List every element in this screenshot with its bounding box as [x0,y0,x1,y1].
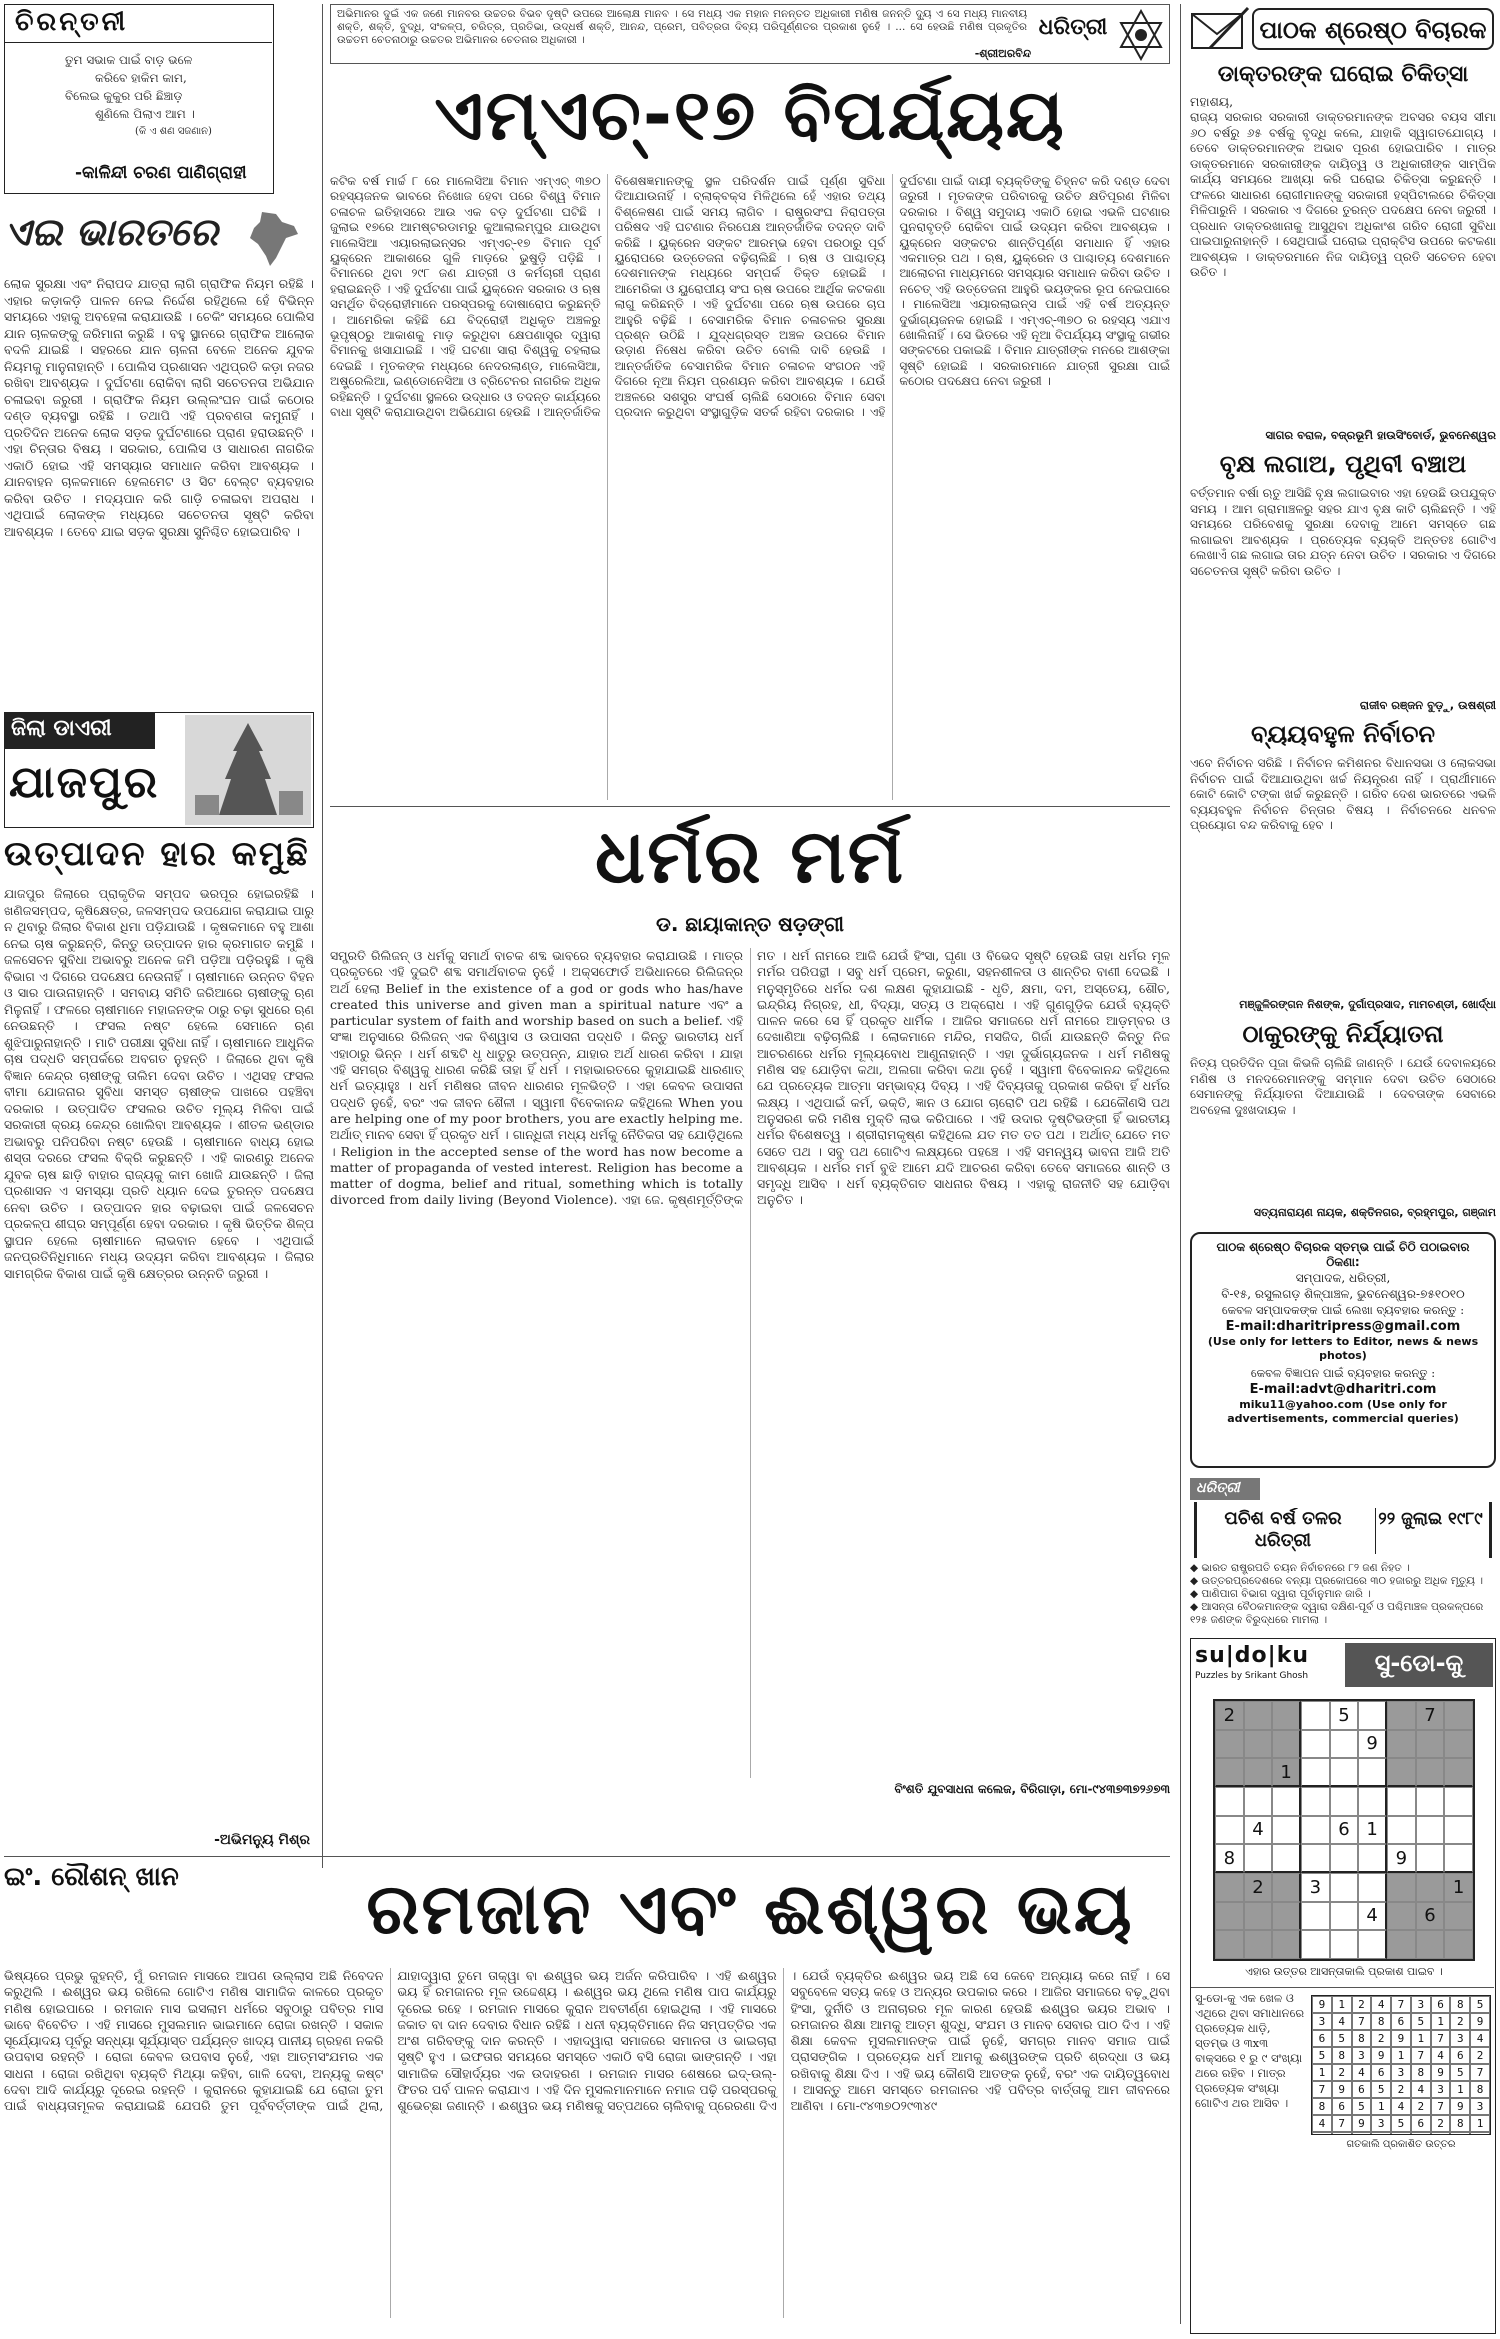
solution-cell: 2 [1332,2064,1352,2081]
solution-cell: 5 [1411,2013,1431,2030]
quote-author: -ଶ୍ରୀଅରବିନ୍ଦ [974,47,1031,60]
sudoku-cell[interactable] [1215,1816,1244,1845]
sudoku-cell[interactable] [1444,1701,1473,1730]
solution-cell: 2 [1391,2081,1411,2098]
quote-text: ଅଭିମାନର ଦୁଇଁ ଏକ ଜଣେ ମାନବର ଉଚ୍ଚତର ବିଭବ ଦୃଷ୍ଟି ଉପରେ ଆଲୋକ୍ଷ ମାନବ । ସେ ମଧ୍ୟ ଏକ ମହାନ ମନନ୍ତତ ଅଧିକାରୀ ମଣିଷ ଜନନ୍ତି ଦ୍ୟୁ ଏ ସେ ମଧ୍ୟ ମାନବୀୟ ଶକ୍ତି, ଶକ୍ତି, ବୁଦ୍ଧି, ସଂକଳ୍ପ, ଚରିତ୍ର, ପ୍ରତିଭା, ଉଦ୍ଧର୍ଷ ଶକ୍ତି, ଆନନ୍ଦ, ପ୍ରେମ, ପବିତ୍ରତା ଦିବ୍ୟ ପରିପୂର୍ଣ୍ଣତର ପ୍ରକାଶ ନୁହେଁ । ... ସେ ହେଉଛି ମଣିଷ ପ୍ରକୃତିର ଉଚ୍ଚତମ ଚେତନାଠାରୁ ଉଚ୍ଚତର ଅଭିମାନର ଚେତନାର ଅଧିକାରୀ । [337,8,1027,46]
solution-cell: 6 [1450,2047,1470,2064]
jilla-label: ଜିଲା ଡାଏରୀ [11,716,112,741]
solution-cell: 1 [1371,2098,1391,2115]
address-line: ବି-୧୫, ରସୁଲଗଡ଼ ଶିଳ୍ପାଞ୍ଚଳ, ଭୁବନେଶ୍ୱର-୭୫୧୦୧୦ [1221,1287,1465,1301]
sudoku-rules: ସୁ-ଡୋ-କୁ ଏକ ଖେଳ ଓ ଏଥିରେ ଥିବା ସମାଧାନରେ ପ୍ରତ୍ୟେକ ଧାଡ଼ି, ସ୍ତମ୍ଭ ଓ ୩x୩ ବାକ୍ସରେ ୧ ରୁ ୯ ସଂଖ୍ୟା ଥରେ ରହିବ । ମାତ୍ର ପ୍ରତ୍ୟେକ ସଂଖ୍ୟା ଗୋଟିଏ ଥର ଆସିବ । [1195,1991,1305,2110]
sudoku-cell[interactable]: 9 [1358,1730,1387,1759]
sudoku-cell[interactable] [1244,1902,1273,1931]
solution-cell: 8 [1411,2064,1431,2081]
solution-cell: 1 [1450,2081,1470,2098]
sudoku-cell[interactable]: 6 [1330,1816,1359,1845]
solution-cell [1391,2132,1411,2135]
solution-cell [1470,2132,1490,2135]
roushan-byline: ଇଂ. ରୌଶନ୍ ଖାନ [4,1862,179,1892]
mh17-body: କଟିକ ବର୍ଷ ମାର୍ଚ୍ଚ ୮ ରେ ମାଲେସିଆ ବିମାନ ଏମ୍‌ଏଚ୍‌ ୩୭୦ ରହସ୍ୟଜନକ ଭାବରେ ନିଖୋଜ ହେବା ପରେ ବିଶ୍ୱ ବିମାନ ଚଳାଚଳ ଇତିହାସରେ ଆଉ ଏକ ବଡ଼ ଦୁର୍ଘଟଣା ଘଟିଛି । ଜୁଲାଇ ୧୭ରେ ଆମଷ୍ଟରଡାମରୁ କୁଆଲାଲମ୍ପୁର ଯାଉଥିବା ମାଲେସିଆ ଏୟାରଲାଇନ୍ସର ଏମ୍‌ଏଚ୍‌-୧୭ ବିମାନ ପୂର୍ବ ୟୁକ୍ରେନ ଆକାଶରେ ଗୁଳି ମାଡ଼ରେ ଭୁଷୁଡ଼ି ପଡ଼ିଛି । ବିମାନରେ ଥିବା ୨୯୮ ଜଣ ଯାତ୍ରୀ ଓ କର୍ମଚାରୀ ପ୍ରାଣ ହରାଇଛନ୍ତି । ଏହି ଦୁର୍ଘଟଣା ପାଇଁ ୟୁକ୍ରେନ ସରକାର ଓ ଋଷ ସମର୍ଥିତ ବିଦ୍ରୋହୀମାନେ ପରସ୍ପରକୁ ଦୋଷାରୋପ କରୁଛନ୍ତି । ଆମେରିକା କହିଛି ଯେ ବିଦ୍ରୋହୀ ଅଧିକୃତ ଅଞ୍ଚଳରୁ ଭୂପୃଷ୍ଠରୁ ଆକାଶକୁ ମାଡ଼ କରୁଥିବା କ୍ଷେପଣାସ୍ତ୍ର ଦ୍ୱାରା ବିମାନକୁ ଖସାଯାଇଛି । ଏହି ଘଟଣା ସାରା ବିଶ୍ୱକୁ ଚହଲାଇ ଦେଇଛି । ମୃତକଙ୍କ ମଧ୍ୟରେ ନେଦରଲାଣ୍ଡ, ମାଲେସିଆ, ଅଷ୍ଟ୍ରେଲିଆ, ଇଣ୍ଡୋନେସିଆ ଓ ବ୍ରିଟେନର ନାଗରିକ ଅଧିକ ରହିଛନ୍ତି । ଦୁର୍ଘଟଣା ସ୍ଥଳରେ ଉଦ୍ଧାର ଓ ତଦନ୍ତ କାର୍ଯ୍ୟରେ ବାଧା ସୃଷ୍ଟି କରାଯାଉଥିବା ଅଭିଯୋଗ ହେଉଛି । ଆନ୍ତର୍ଜାତିକ ବିଶେଷଜ୍ଞମାନଙ୍କୁ ସ୍ଥଳ ପରିଦର୍ଶନ ପାଇଁ ପୂର୍ଣ୍ଣ ସୁବିଧା ଦିଆଯାଉନାହିଁ । ବ୍ଲାକ୍‌ବକ୍ସ ମିଳିଥିଲେ ହେଁ ଏହାର ତଥ୍ୟ ବିଶ୍ଳେଷଣ ପାଇଁ ସମୟ ଲାଗିବ । ରାଷ୍ଟ୍ରସଂଘ ନିରାପତ୍ତା ପରିଷଦ ଏହି ଘଟଣାର ନିରପେକ୍ଷ ଆନ୍ତର୍ଜାତିକ ତଦନ୍ତ ଦାବି କରିଛି । ୟୁକ୍ରେନ ସଙ୍କଟ ଆରମ୍ଭ ହେବା ପରଠାରୁ ପୂର୍ବ ୟୁରୋପରେ ଉତ୍ତେଜନା ବଢ଼ିଚାଲିଛି । ଋଷ ଓ ପାଶ୍ଚାତ୍ୟ ଦେଶମାନଙ୍କ ମଧ୍ୟରେ ସମ୍ପର୍କ ତିକ୍ତ ହୋଇଛି । ଆମେରିକା ଓ ୟୁରୋପୀୟ ସଂଘ ଋଷ ଉପରେ ଆର୍ଥିକ କଟକଣା ଲାଗୁ କରିଛନ୍ତି । ଏହି ଦୁର୍ଘଟଣା ପରେ ଋଷ ଉପରେ ଚାପ ଆହୁରି ବଢ଼ିଛି । ବେସାମରିକ ବିମାନ ଚଳାଚଳର ସୁରକ୍ଷା ପ୍ରଶ୍ନ ଉଠିଛି । ଯୁଦ୍ଧଗ୍ରସ୍ତ ଅଞ୍ଚଳ ଉପରେ ବିମାନ ଉଡ଼ାଣ ନିଷେଧ କରିବା ଉଚିତ ବୋଲି ଦାବି ହେଉଛି । ଆନ୍ତର୍ଜାତିକ ବେସାମରିକ ବିମାନ ଚଳାଚଳ ସଂଗଠନ ଏହି ଦିଗରେ ନୂଆ ନିୟମ ପ୍ରଣୟନ କରିବା ଆବଶ୍ୟକ । ଯେଉଁ ଅଞ୍ଚଳରେ ସଶସ୍ତ୍ର ସଂଘର୍ଷ ଚାଲିଛି ସେଠାରେ ବିମାନ ସେବା ପ୍ରଦାନ କରୁଥିବା ସଂସ୍ଥାଗୁଡ଼ିକ ସତର୍କ ରହିବା ଦରକାର । ଏହି ଦୁର୍ଘଟଣା ପାଇଁ ଦାୟୀ ବ୍ୟକ୍ତିଙ୍କୁ ଚିହ୍ନଟ କରି ଦଣ୍ଡ ଦେବା ଜରୁରୀ । ମୃତକଙ୍କ ପରିବାରକୁ ଉଚିତ କ୍ଷତିପୂରଣ ମିଳିବା ଦରକାର । ବିଶ୍ୱ ସମୁଦାୟ ଏକାଠି ହୋଇ ଏଭଳି ଘଟଣାର ପୁନରାବୃତ୍ତି ରୋକିବା ପାଇଁ ଉଦ୍ୟମ କରିବା ଆବଶ୍ୟକ । ୟୁକ୍ରେନ ସଙ୍କଟର ଶାନ୍ତିପୂର୍ଣ୍ଣ ସମାଧାନ ହିଁ ଏହାର ଏକମାତ୍ର ପଥ । ଋଷ, ୟୁକ୍ରେନ ଓ ପାଶ୍ଚାତ୍ୟ ଦେଶମାନେ ଆଲୋଚନା ମାଧ୍ୟମରେ ସମସ୍ୟାର ସମାଧାନ କରିବା ଉଚିତ । ନଚେତ୍ ଏହି ଉତ୍ତେଜନା ଆହୁରି ଭୟଙ୍କର ରୂପ ନେଇପାରେ । ମାଲେସିଆ ଏୟାରଲାଇନ୍ସ ପାଇଁ ଏହି ବର୍ଷ ଅତ୍ୟନ୍ତ ଦୁର୍ଭାଗ୍ୟଜନକ ହୋଇଛି । ଏମ୍‌ଏଚ୍‌-୩୭୦ ର ରହସ୍ୟ ଏଯାଏ ଖୋଲିନାହିଁ । ସେ ଭିତରେ ଏହି ନୂଆ ବିପର୍ଯ୍ୟୟ ସଂସ୍ଥାକୁ ଗଭୀର ସଙ୍କଟରେ ପକାଇଛି । ବିମାନ ଯାତ୍ରୀଙ୍କ ମନରେ ଆଶଙ୍କା ସୃଷ୍ଟି ହୋଇଛି । ସରକାରମାନେ ଯାତ୍ରୀ ସୁରକ୍ଷା ପାଇଁ କଠୋର ପଦକ୍ଷେପ ନେବା ଜରୁରୀ । [330,174,1170,420]
sudoku-logo-area [1195,1643,1341,1687]
solution-cell: 7 [1391,1996,1411,2013]
solution-cell: 7 [1411,2047,1431,2064]
letter-sign: ସାଗର ବରାଳ, ବଜ୍ରଭୂମି ହାଉସିଂବୋର୍ଡ, ଭୁବନେଶ୍ୱର [1265,428,1496,442]
sudoku-cell[interactable] [1244,1701,1273,1730]
poem-source: (କି ଏ ଶଣ ସଜଣାନ) [135,126,212,137]
chirantani-header [5,5,272,43]
silver-item: ◆ ଉତ୍ତରପ୍ରଦେଶରେ ବନ୍ୟା ପ୍ରକୋପରେ ୩୦ ହଜାରରୁ ଅଧିକ ମୃତ୍ୟୁ । [1190,1575,1483,1587]
solution-cell: 6 [1352,2081,1372,2098]
solution-cell: 5 [1352,2098,1372,2115]
sudoku-cell[interactable] [1444,1787,1473,1816]
advt-email-link[interactable]: E-mail:advt@dharitri.com [1249,1382,1437,1397]
sudoku-grid[interactable] [1213,1699,1475,1961]
solution-cell: 4 [1431,2047,1451,2064]
solution-cell: 1 [1312,2064,1332,2081]
silver-item: ◆ ଭାରତ ରାଷ୍ଟ୍ରପତି ଚୟନ ନିର୍ବାଚନରେ ୮୨ ଜଣ ନିହତ । [1190,1562,1410,1574]
poem-line: କରିବେ ହାକିମ କାମ, [95,71,187,85]
poem-line: ଶୁଣିଲେ ପିଲାଏ ଆମ । [95,107,195,121]
sudoku-cell[interactable] [1301,1930,1330,1959]
utpadan-body: ଯାଜପୁର ଜିଲାରେ ପ୍ରାକୃତିକ ସମ୍ପଦ ଭରପୂର ହୋଇରହିଛି । ଖଣିଜସମ୍ପଦ, କୃଷିକ୍ଷେତ୍ର, ଜଳସମ୍ପଦ ଉପଯୋଗ କରାଯାଇ ପାରୁ ନ ଥିବାରୁ ଜିଲାର ବିକାଶ ଧିମା ପଡ଼ିଯାଉଛି । କୃଷକମାନେ ବହୁ ଆଶା ନେଇ ଚାଷ କରୁଛନ୍ତି, କିନ୍ତୁ ଉତ୍ପାଦନ ହାର କ୍ରମାଗତ କମୁଛି । ଜଳସେଚନ ସୁବିଧା ଅଭାବରୁ ଅନେକ ଜମି ପଡ଼ିଆ ପଡ଼ିରହୁଛି । କୃଷି ବିଭାଗ ଏ ଦିଗରେ ପଦକ୍ଷେପ ନେଉନାହିଁ । ଚାଷୀମାନେ ଉନ୍ନତ ବିହନ ଓ ସାର ପାଉନାହାନ୍ତି । ସମବାୟ ସମିତି ଜରିଆରେ ଚାଷୀଙ୍କୁ ଋଣ ମିଳୁନାହିଁ । ଫଳରେ ଚାଷୀମାନେ ମହାଜନଙ୍କ ଠାରୁ ଚଢ଼ା ସୁଧରେ ଋଣ ନେଉଛନ୍ତି । ଫସଲ ନଷ୍ଟ ହେଲେ ସେମାନେ ଋଣ ଶୁଝିପାରୁନାହାନ୍ତି । ମାଟି ପରୀକ୍ଷା ସୁବିଧା ନାହିଁ । ଚାଷୀମାନେ ଆଧୁନିକ ଚାଷ ପଦ୍ଧତି ସମ୍ପର୍କରେ ଅବଗତ ନୁହନ୍ତି । ଜିଲାରେ ଥିବା କୃଷି ବିଜ୍ଞାନ କେନ୍ଦ୍ର ଚାଷୀଙ୍କୁ ତାଲିମ ଦେବା ଉଚିତ । ଏଥିସହ ଫସଲ ବୀମା ଯୋଜନାର ସୁବିଧା ସମସ୍ତ ଚାଷୀଙ୍କ ପାଖରେ ପହଞ୍ଚିବା ଦରକାର । ଉତ୍ପାଦିତ ଫସଲର ଉଚିତ ମୂଲ୍ୟ ମିଳିବା ପାଇଁ ସରକାରୀ କ୍ରୟ କେନ୍ଦ୍ର ଖୋଲିବା ଆବଶ୍ୟକ । ଶୀତଳ ଭଣ୍ଡାର ଅଭାବରୁ ପନିପରିବା ନଷ୍ଟ ହେଉଛି । ଚାଷୀମାନେ ବାଧ୍ୟ ହୋଇ ଶସ୍ତା ଦରରେ ଫସଲ ବିକ୍ରି କରୁଛନ୍ତି । ଏହି କାରଣରୁ ଅନେକ ଯୁବକ ଚାଷ ଛାଡ଼ି ବାହାର ରାଜ୍ୟକୁ କାମ ଖୋଜି ଯାଉଛନ୍ତି । ଜିଲା ପ୍ରଶାସନ ଏ ସମସ୍ୟା ପ୍ରତି ଧ୍ୟାନ ଦେଇ ତୁରନ୍ତ ପଦକ୍ଷେପ ନେବା ଉଚିତ । ଉତ୍ପାଦନ ହାର ବଢ଼ାଇବା ପାଇଁ ଜଳସେଚନ ପ୍ରକଳ୍ପ ଶୀଘ୍ର ସମ୍ପୂର୍ଣ୍ଣ ହେବା ଦରକାର । କୃଷି ଭିତ୍ତିକ ଶିଳ୍ପ ସ୍ଥାପନ ହେଲେ ଚାଷୀମାନେ ଲାଭବାନ ହେବେ । ଏଥିପାଇଁ ଜନପ୍ରତିନିଧିମାନେ ମଧ୍ୟ ଉଦ୍ୟମ କରିବା ଆବଶ୍ୟକ । ଜିଲାର ସାମଗ୍ରିକ ବିକାଶ ପାଇଁ କୃଷି କ୍ଷେତ୍ରର ଉନ୍ନତି ଜରୁରୀ । [4,886,314,1281]
sudoku-rule [1191,1987,1494,1988]
poem-line: ତୁମ ସଭାକ ପାଇଁ ବାଡ଼ ଭଳେ [65,53,193,67]
sudoku-cell[interactable] [1330,1844,1359,1873]
solution-cell [1411,2132,1431,2135]
solution-cell: 7 [1352,2013,1372,2030]
solution-cell: 2 [1352,1996,1372,2013]
ramjan-title: ରମଜାନ ଏବଂ ଈଶ୍ୱର ଭୟ [366,1868,1134,1950]
sudoku-cell[interactable]: 4 [1358,1902,1387,1931]
sudoku-cell[interactable] [1301,1758,1330,1787]
utpadan-title: ଉତ୍ପାଦନ ହାର କମୁଛି [4,834,310,874]
solution-cell: 9 [1312,1996,1332,2013]
letter-body: ନିତ୍ୟ ପ୍ରତିଦିନ ପୂଜା କିଭଳି ଚାଲିଛି ଜାଣନ୍ତି । ଯେଉଁ ଦେବାଳୟରେ ମଣିଷ ଓ ମନଦରେମାନଙ୍କୁ ସମ୍ମାନ ଦେବା ଉଚିତ ସେଠାରେ ସେମାନଙ୍କୁ ନିର୍ଯ୍ୟାତନା ଦିଆଯାଉଛି । ଦେବତାଙ୍କ ସେବାରେ ଅବହେଳା ଦୁଃଖଦାୟକ । [1190,1056,1496,1117]
ad-note: କେବଳ ବିଜ୍ଞାପନ ପାଇଁ ବ୍ୟବହାର କରନ୍ତୁ : [1250,1366,1436,1380]
sudoku-cell[interactable]: 3 [1301,1873,1330,1902]
sudoku-cell[interactable]: 8 [1215,1844,1244,1873]
jilla-district: ଯାଜପୁର [9,757,160,808]
solution-cell: 9 [1450,2098,1470,2115]
letter-title: ବୃକ୍ଷ ଲଗାଅ, ପୃଥିବୀ ବଞ୍ଚାଅ [1219,450,1467,478]
letter-title: ଡାକ୍ତରଙ୍କ ଘରୋଇ ଚିକିତ୍ସା [1217,62,1469,87]
diamond-bullet-icon: ◆ [1190,1588,1202,1600]
sudoku-cell[interactable] [1215,1730,1244,1759]
sudoku-cell[interactable] [1215,1930,1244,1959]
solution-cell: 5 [1332,2030,1352,2047]
sudoku-cell[interactable] [1416,1787,1445,1816]
sudoku-cell[interactable] [1330,1730,1359,1759]
sudoku-cell[interactable]: 2 [1244,1873,1273,1902]
solution-cell: 7 [1312,2081,1332,2098]
mh17-title: ଏମ୍‌ଏଚ୍‌-୧୭ ବିପର୍ଯ୍ୟୟ [434,74,1066,156]
sudoku-cell[interactable] [1330,1930,1359,1959]
solution-cell: 9 [1391,2030,1411,2047]
sudoku-cell[interactable] [1215,1758,1244,1787]
jilla-diary-box [4,712,314,828]
letter-title: ଠାକୁରଙ୍କୁ ନିର୍ଯ୍ୟାତନା [1242,1020,1444,1048]
sudoku-cell[interactable] [1244,1844,1273,1873]
sudoku-cell[interactable] [1272,1730,1301,1759]
address-title: ପାଠକ ଶ୍ରେଷ୍ଠ ବିଚାରକ ସ୍ତମ୍ଭ ପାଇଁ ଚିଠି ପଠାଇବାର ଠିକଣା: [1216,1240,1470,1269]
sudoku-cell[interactable] [1301,1902,1330,1931]
solution-cell: 2 [1431,2115,1451,2132]
sudoku-cell[interactable] [1387,1816,1416,1845]
sudoku-cell[interactable] [1330,1787,1359,1816]
sudoku-cell[interactable] [1272,1902,1301,1931]
solution-cell: 9 [1470,2013,1490,2030]
solution-cell: 9 [1371,2047,1391,2064]
sudoku-by: Puzzles by Srikant Ghosh [1195,1671,1309,1681]
jilla-label-bg [5,713,155,749]
section-rule [4,1856,1170,1857]
sudoku-cell[interactable] [1244,1787,1273,1816]
solution-cell [1371,2132,1391,2135]
solution-cell: 8 [1312,2098,1332,2115]
solution-cell: 1 [1431,2013,1451,2030]
solution-cell: 2 [1450,2013,1470,2030]
quote-box [330,4,1170,64]
sudoku-answer-note: ଏହାର ଉତ୍ତର ଆସନ୍ତାକାଲି ପ୍ରକାଶ ପାଇବ । [1245,1965,1443,1978]
dharma-title: ଧର୍ମର ମର୍ମ [594,814,905,900]
solution-cell: 8 [1450,2115,1470,2132]
sudoku-cell[interactable] [1358,1787,1387,1816]
solution-cell: 5 [1470,1996,1490,2013]
sudoku-cell[interactable] [1272,1787,1301,1816]
sudoku-cell[interactable] [1387,1758,1416,1787]
ejbharat-title: ଏଇ ଭାରତରେ [4,210,218,254]
silver-box [1190,1478,1496,1628]
solution-cell: 4 [1411,2081,1431,2098]
solution-cell: 2 [1371,2030,1391,2047]
chirantani-poet: -କାଳିନ୍ଦୀ ଚରଣ ପାଣିଗ୍ରାହୀ [75,163,247,183]
sudoku-cell[interactable] [1301,1844,1330,1873]
sudoku-cell[interactable] [1358,1701,1387,1730]
sudoku-cell[interactable] [1272,1930,1301,1959]
solution-cell [1312,2132,1332,2135]
sudoku-cell[interactable]: 9 [1387,1844,1416,1873]
silver-brand: ଧରିତ୍ରୀ [1196,1480,1240,1496]
solution-cell: 6 [1411,2115,1431,2132]
solution-cell: 8 [1470,2081,1490,2098]
sudoku-cell[interactable] [1387,1701,1416,1730]
chirantani-title: ଚିରନ୍ତନୀ [15,7,129,37]
address-line: ସମ୍ପାଦକ, ଧରିତ୍ରୀ, [1295,1271,1391,1285]
letter-sign: ରାଜୀବ ରଞ୍ଜନ ବୁଡ଼ୁ, ଉଷଶ୍ରୀ [1359,698,1496,712]
sudoku-cell[interactable] [1301,1787,1330,1816]
sudoku-cell[interactable] [1416,1844,1445,1873]
solution-cell: 7 [1332,2115,1352,2132]
pathaka-title: ପାଠକ ଶ୍ରେଷ୍ଠ ବିଚାରକ [1259,16,1487,44]
sudoku-cell[interactable] [1387,1930,1416,1959]
sudoku-box [1190,1638,1496,2334]
solution-cell: 6 [1332,2098,1352,2115]
silver-item: ◆ ଆସନ୍ତା ବୈଠକମାନଙ୍କ ଦ୍ୱାରା ଦକ୍ଷିଣ-ପୂର୍ବ ଓ ପଶ୍ଚିମାଞ୍ଚଳ ପ୍ରକଳ୍ପରେ ୧୨୫ ଜଣଙ୍କ ବିରୁଦ୍ଧରେ ମାମଲା । [1190,1601,1484,1626]
sudoku-logo: su|do|ku [1195,1643,1309,1668]
utpadan-author: -ଅଭିମନ୍ୟୁ ମିଶ୍ର [214,1832,310,1848]
sudoku-cell[interactable] [1244,1730,1273,1759]
chirantani-box [4,4,274,194]
india-map-icon [242,210,302,268]
solution-cell: 7 [1431,2098,1451,2115]
temple-photo-icon [185,715,311,825]
email-note: କେବଳ ସମ୍ପାଦକଙ୍କ ପାଇଁ ଲେଖା ବ୍ୟବହାର କରନ୍ତୁ : [1221,1303,1465,1317]
sudoku-cell[interactable] [1272,1816,1301,1845]
solution-cell: 8 [1450,1996,1470,2013]
solution-cell: 3 [1391,2064,1411,2081]
sudoku-cell[interactable] [1330,1873,1359,1902]
sudoku-cell[interactable] [1444,1902,1473,1931]
solution-cell: 3 [1352,2047,1372,2064]
sudoku-cell[interactable] [1330,1902,1359,1931]
solution-cell: 8 [1332,2047,1352,2064]
solution-cell [1352,2132,1372,2135]
sudoku-cell[interactable]: 1 [1358,1816,1387,1845]
solution-cell: 3 [1470,2098,1490,2115]
solution-cell: 6 [1431,1996,1451,2013]
solution-cell: 1 [1391,2047,1411,2064]
solution-cell: 3 [1411,1996,1431,2013]
sudoku-cell[interactable] [1215,1873,1244,1902]
solution-cell: 2 [1470,2047,1490,2064]
dharma-body: ସମ୍ପ୍ରତି ରିଲିଜନ୍ ଓ ଧର୍ମକୁ ସମାର୍ଥ ବାଚକ ଶବ୍ଦ ଭାବରେ ବ୍ୟବହାର କରାଯାଉଛି । ମାତ୍ର ପ୍ରକୃତରେ ଏହି ଦୁଇଟି ଶବ୍ଦ ସମାର୍ଥବାଚକ ନୁହେଁ । ଅକ୍ସଫୋର୍ଡ ଅଭିଧାନରେ ରିଲିଜନ୍‌ର ଅର୍ଥ ହେଲା Belief in the existence of a god or gods who has/have created this universe and given man a spiritual nature ଏବଂ a particular system of faith and worship based on such a belief. ଏହି ସଂଜ୍ଞା ଅନୁସାରେ ରିଲିଜନ୍ ଏକ ବିଶ୍ୱାସ ଓ ଉପାସନା ପଦ୍ଧତି । କିନ୍ତୁ ଭାରତୀୟ ଧର୍ମ ଏହାଠାରୁ ଭିନ୍ନ । ଧର୍ମ ଶବ୍ଦଟି ଧୃ ଧାତୁରୁ ଉତ୍ପନ୍ନ, ଯାହାର ଅର୍ଥ ଧାରଣ କରିବା । ଯାହା ଏହି ସମଗ୍ର ବିଶ୍ୱକୁ ଧାରଣ କରିଛି ତାହା ହିଁ ଧର୍ମ । ମହାଭାରତରେ କୁହାଯାଇଛି ଧାରଣାତ୍ ଧର୍ମ ଇତ୍ୟାହୁଃ । ଧର୍ମ ମଣିଷର ଜୀବନ ଧାରଣର ମୂଳଭିତ୍ତି । ଏହା କେବଳ ଉପାସନା ପଦ୍ଧତି ନୁହେଁ, ବରଂ ଏକ ଜୀବନ ଶୈଳୀ । ସ୍ୱାମୀ ବିବେକାନନ୍ଦ କହିଥିଲେ When you are helping one of my poor brothers, you are exactly helping me. ଅର୍ଥାତ୍ ମାନବ ସେବା ହିଁ ପ୍ରକୃତ ଧର୍ମ । ଗାନ୍ଧିଜୀ ମଧ୍ୟ ଧର୍ମକୁ ନୈତିକତା ସହ ଯୋଡ଼ିଥିଲେ । Religion in the accepted sense of the word has now become a matter of propaganda of vested interest. Religion has become a matter of dogma, belief and ritual, something which is totally divorced from daily living (Beyond Violence). ଏହା ଜେ. କୃଷ୍ଣମୂର୍ତ୍ତିଙ୍କ ମତ । ଧର୍ମ ନାମରେ ଆଜି ଯେଉଁ ହିଂସା, ଘୃଣା ଓ ବିଭେଦ ସୃଷ୍ଟି ହେଉଛି ତାହା ଧର୍ମର ମୂଳ ମର୍ମର ପରିପନ୍ଥୀ । ସବୁ ଧର୍ମ ପ୍ରେମ, କରୁଣା, ସହନଶୀଳତା ଓ ଶାନ୍ତିର ବାଣୀ ଦେଇଛି । ମନୁସ୍ମୃତିରେ ଧର୍ମର ଦଶ ଲକ୍ଷଣ କୁହାଯାଇଛି - ଧୃତି, କ୍ଷମା, ଦମ, ଅସ୍ତେୟ, ଶୌଚ, ଇନ୍ଦ୍ରିୟ ନିଗ୍ରହ, ଧୀ, ବିଦ୍ୟା, ସତ୍ୟ ଓ ଅକ୍ରୋଧ । ଏହି ଗୁଣଗୁଡ଼ିକ ଯେଉଁ ବ୍ୟକ୍ତି ପାଳନ କରେ ସେ ହିଁ ପ୍ରକୃତ ଧାର୍ମିକ । ଆଜିର ସମାଜରେ ଧର୍ମ ନାମରେ ଆଡ଼ମ୍ବର ଓ ଦେଖାଣିଆ ବଢ଼ିଚାଲିଛି । ଲୋକମାନେ ମନ୍ଦିର, ମସଜିଦ, ଗିର୍ଜା ଯାଉଛନ୍ତି କିନ୍ତୁ ନିଜ ଆଚରଣରେ ଧର୍ମର ମୂଲ୍ୟବୋଧ ଆଣୁନାହାନ୍ତି । ଏହା ଦୁର୍ଭାଗ୍ୟଜନକ । ଧର୍ମ ମଣିଷକୁ ମଣିଷ ସହ ଯୋଡ଼ିବା କଥା, ଅଲଗା କରିବା କଥା ନୁହେଁ । ସ୍ୱାମୀ ବିବେକାନନ୍ଦ କହିଥିଲେ ଯେ ପ୍ରତ୍ୟେକ ଆତ୍ମା ସମ୍ଭାବ୍ୟ ଦିବ୍ୟ । ଏହି ଦିବ୍ୟତାକୁ ପ୍ରକାଶ କରିବା ହିଁ ଧର୍ମର ଲକ୍ଷ୍ୟ । ଏଥିପାଇଁ କର୍ମ, ଭକ୍ତି, ଜ୍ଞାନ ଓ ଯୋଗ ଚାରୋଟି ପଥ ରହିଛି । ଯେକୌଣସି ପଥ ଅନୁସରଣ କରି ମଣିଷ ମୁକ୍ତି ଲାଭ କରିପାରେ । ଏହି ଉଦାର ଦୃଷ୍ଟିଭଙ୍ଗୀ ହିଁ ଭାରତୀୟ ଧର୍ମର ବିଶେଷତ୍ୱ । ଶ୍ରୀରାମକୃଷ୍ଣ କହିଥିଲେ ଯତ ମତ ତତ ପଥ । ଅର୍ଥାତ୍ ଯେତେ ମତ ସେତେ ପଥ । ସବୁ ପଥ ଗୋଟିଏ ଲକ୍ଷ୍ୟରେ ପହଞ୍ଚେ । ଏହି ସମନ୍ୱୟ ଭାବନା ଆଜି ଅତି ଆବଶ୍ୟକ । ଧର୍ମର ମର୍ମ ବୁଝି ଆମେ ଯଦି ଆଚରଣ କରିବା ତେବେ ସମାଜରେ ଶାନ୍ତି ଓ ସମୃଦ୍ଧି ଆସିବ । ଧର୍ମ ବ୍ୟକ୍ତିଗତ ସାଧନାର ବିଷୟ । ଏହାକୁ ରାଜନୀତି ସହ ଯୋଡ଼ିବା ଅନୁଚିତ । [330,948,1170,1208]
address-box [1190,1232,1496,1468]
silver-date: ୨୨ ଜୁଲାଇ ୧୯୮୯ [1375,1508,1485,1554]
sudoku-cell[interactable] [1416,1816,1445,1845]
sudoku-cell[interactable] [1272,1844,1301,1873]
solution-cell: 3 [1431,2081,1451,2098]
sudoku-cell[interactable] [1301,1701,1330,1730]
sudoku-cell[interactable]: 6 [1416,1902,1445,1931]
letter-title: ବ୍ୟୟବହୁଳ ନିର୍ବାଚନ [1251,720,1435,748]
sudoku-cell[interactable] [1444,1816,1473,1845]
ejbharat-header [4,210,304,270]
poem-line: ବିଲେଇ କୁକୁର ପରି ଛିଞ୍ଚାଡ଼ [65,89,183,103]
solution-cell: 9 [1332,2081,1352,2098]
dharma-author: ଡ. ଛାୟାକାନ୍ତ ଷଡ଼ଙ୍ଗୀ [656,912,844,936]
solution-cell: 6 [1371,2064,1391,2081]
solution-cell: 3 [1312,2013,1332,2030]
solution-cell: 9 [1352,2115,1372,2132]
sudoku-cell[interactable] [1215,1787,1244,1816]
letter-salutation: ମହାଶୟ, [1190,94,1234,109]
email-usage-note: (Use only for letters to Editor, news & news photos) [1207,1335,1479,1362]
advt-email-link-2[interactable]: miku11@yahoo.com (Use only for advertisements, commercial queries) [1227,1398,1459,1425]
solution-cell: 8 [1352,2030,1372,2047]
sudoku-cell[interactable] [1358,1930,1387,1959]
sudoku-title: ସୁ-ଡୋ-କୁ [1374,1649,1464,1677]
solution-cell: 1 [1411,2030,1431,2047]
sudoku-cell[interactable] [1272,1873,1301,1902]
solution-cell: 7 [1431,2030,1451,2047]
solution-cell: 6 [1391,2013,1411,2030]
sudoku-cell[interactable]: 2 [1215,1701,1244,1730]
sudoku-solution-grid [1311,1995,1491,2135]
sudoku-cell[interactable] [1387,1873,1416,1902]
star-emblem-icon [1117,9,1165,61]
sudoku-cell[interactable] [1387,1902,1416,1931]
sudoku-cell[interactable]: 1 [1272,1758,1301,1787]
silver-caption: ପଚିଶ ବର୍ଷ ତଳର ଧରିତ୍ରୀ [1224,1508,1342,1551]
dharitri-logo: ଧରିତ୍ରୀ [1038,15,1108,40]
sudoku-cell[interactable] [1358,1758,1387,1787]
dharma-footer: ବିଂଶତି ଯୁବସାଧନା କଲେଜ, ବିରିଗାଡ଼ା, ମୋ-୯୪୩୭୩୭୨୬୭୩ [894,1782,1170,1796]
letter-sign: ସତ୍ୟନାରାୟଣ ନାୟକ, ଶକ୍ତିନଗର, ବ୍ରହ୍ମପୁର, ଗଞ୍ଜାମ [1253,1206,1496,1219]
solution-cell: 4 [1352,2064,1372,2081]
solution-cell: 4 [1470,2030,1490,2047]
sudoku-cell[interactable] [1416,1873,1445,1902]
solution-cell: 5 [1450,2064,1470,2081]
solution-cell: 5 [1371,2081,1391,2098]
solution-cell [1332,2132,1352,2135]
silver-item: ◆ ପାଣିପାଗ ବିଭାଗ ଦ୍ୱାରା ପୂର୍ବାନୁମାନ ଜାରି । [1190,1588,1371,1600]
envelope-pen-icon [1190,4,1250,54]
diamond-bullet-icon: ◆ [1190,1562,1202,1574]
sudoku-title-bg [1345,1643,1493,1687]
solution-cell: 4 [1391,2098,1411,2115]
pathaka-header [1190,4,1496,56]
solution-cell [1450,2132,1470,2135]
solution-cell [1431,2132,1451,2135]
column-rule [322,4,323,1868]
solution-caption: ଗତକାଲି ପ୍ରକାଶିତ ଉତ୍ତର [1346,2139,1456,2150]
solution-cell: 3 [1450,2030,1470,2047]
sudoku-cell[interactable] [1444,1930,1473,1959]
sudoku-cell[interactable] [1444,1844,1473,1873]
silver-items [1190,1562,1496,1626]
letter-body: ରାଜ୍ୟ ସରକାର ସରକାରୀ ଡାକ୍ତରମାନଙ୍କ ଅବସର ବୟସ ସୀମା ୬୦ ବର୍ଷରୁ ୬୫ ବର୍ଷକୁ ବୃଦ୍ଧି କଲେ, ଯାହାକି ସ୍ୱାଗତଯୋଗ୍ୟ । ତେବେ ଡାକ୍ତରମାନଙ୍କ ଅଭାବ ପୂରଣ ହୋଇପାରିବ । ମାତ୍ର ଡାକ୍ତରମାନେ ସରକାରୀଙ୍କ ଦାୟିତ୍ୱ ଓ ଅଧିକାରୀଙ୍କ ସାମ୍ପିକ କାର୍ଯ୍ୟ ସମୟରେ ଆଖ୍ୟା କରି ଘରୋଇ ଚିକିତ୍ସା କରୁଛନ୍ତି । ଫଳରେ ସାଧାରଣ ରୋଗୀମାନଙ୍କୁ ସରକାରୀ ହସ୍ପିଟାଲରେ ଚିକିତ୍ସା ମିଳିପାରୁନି । ସରକାର ଏ ଦିଗରେ ତୁରନ୍ତ ପଦକ୍ଷେପ ନେବା ଜରୁରୀ । ପ୍ରଧାନ ଡାକ୍ତରଖାନାକୁ ଆସୁଥିବା ଅଧିକାଂଶ ଗରିବ ରୋଗୀ ସୁବିଧା ପାଇପାରୁନାହାନ୍ତି । ସେଥିପାଇଁ ଘରୋଇ ପ୍ରାକ୍ଟିସ ଉପରେ କଟକଣା ଆବଶ୍ୟକ । ଡାକ୍ତରମାନେ ନିଜ ଦାୟିତ୍ୱ ପ୍ରତି ସଚେତନ ହେବା ଉଚିତ । [1190,110,1496,279]
solution-cell: 1 [1332,1996,1352,2013]
sudoku-cell[interactable] [1301,1730,1330,1759]
sudoku-cell[interactable] [1444,1730,1473,1759]
sudoku-cell[interactable] [1301,1816,1330,1845]
section-rule [330,806,1170,807]
sudoku-cell[interactable] [1387,1787,1416,1816]
silver-caption-frame [1194,1502,1492,1558]
pathaka-title-frame [1252,8,1494,50]
sudoku-cell[interactable] [1416,1758,1445,1787]
solution-cell: 4 [1332,2013,1352,2030]
solution-cell: 5 [1391,2115,1411,2132]
sudoku-cell[interactable] [1330,1758,1359,1787]
solution-cell: 4 [1371,1996,1391,2013]
solution-cell: 2 [1411,2098,1431,2115]
sudoku-cell[interactable] [1244,1758,1273,1787]
solution-cell: 9 [1431,2064,1451,2081]
solution-cell: 3 [1371,2115,1391,2132]
sudoku-cell[interactable] [1244,1930,1273,1959]
chirantani-poem [65,51,265,161]
sudoku-cell[interactable] [1444,1758,1473,1787]
sudoku-cell[interactable]: 5 [1330,1701,1359,1730]
letter-body: ଏବେ ନିର୍ବାଚନ ସରିଛି । ନିର୍ବାଚନ କମିଶନର ବିଧାନସଭା ଓ ଲୋକସଭା ନିର୍ବାଚନ ପାଇଁ ଦିଆଯାଉଥିବା ଖର୍ଚ୍ଚ ନିୟନ୍ତ୍ରଣ ନାହିଁ । ପ୍ରାର୍ଥୀମାନେ କୋଟି କୋଟି ଟଙ୍କା ଖର୍ଚ୍ଚ କରୁଛନ୍ତି । ଗରିବ ଦେଶ ଭାରତରେ ଏଭଳି ବ୍ୟୟବହୁଳ ନିର୍ବାଚନ ଚିନ୍ତାର ବିଷୟ । ନିର୍ବାଚନରେ ଧନବଳ ପ୍ରୟୋଗ ବନ୍ଦ କରିବାକୁ ହେବ । [1190,756,1496,832]
sudoku-cell[interactable] [1416,1930,1445,1959]
ejbharat-body: ଲୋକ ସୁରକ୍ଷା ଏବଂ ନିରାପଦ ଯାତ୍ରା ଲାଗି ଗ୍ରାଫିକ ନିୟମ ରହିଛି । ଏହାର କଡ଼ାକଡ଼ି ପାଳନ ନେଇ ନିର୍ଦ୍ଦେଶ ରହିଥିଲେ ହେଁ ବିଭିନ୍ନ ସମୟରେ ଏହାକୁ ଅବହେଳା କରାଯାଉଛି । ଚେକିଂ ସମୟରେ ପୋଲିସ ଯାନ ଚାଳକଙ୍କୁ ଜରିମାନା କରୁଛି । ବହୁ ସ୍ଥାନରେ ଗ୍ରାଫିକ ଆଲୋକ ବଦଳି ଯାଇଛି । ସହରରେ ଯାନ ଚାଳନା ବେଳେ ଅନେକ ଯୁବକ ନିୟମକୁ ମାନୁନାହାନ୍ତି । ପୋଲିସ ପ୍ରଶାସନ ଏଥିପ୍ରତି କଡ଼ା ନଜର ରଖିବା ଆବଶ୍ୟକ । ଦୁର୍ଘଟଣା ରୋକିବା ଲାଗି ସଚେତନତା ଅଭିଯାନ ଚଳାଇବା ଜରୁରୀ । ଗ୍ରାଫିକ ନିୟମ ଉଲ୍ଲଂଘନ ପାଇଁ କଠୋର ଦଣ୍ଡ ବ୍ୟବସ୍ଥା ରହିଛି । ତଥାପି ଏହି ପ୍ରବଣତା କମୁନାହିଁ । ପ୍ରତିଦିନ ଅନେକ ଲୋକ ସଡ଼କ ଦୁର୍ଘଟଣାରେ ପ୍ରାଣ ହରାଉଛନ୍ତି । ଏହା ଚିନ୍ତାର ବିଷୟ । ସରକାର, ପୋଲିସ ଓ ସାଧାରଣ ନାଗରିକ ଏକାଠି ହୋଇ ଏହି ସମସ୍ୟାର ସମାଧାନ କରିବା ଆବଶ୍ୟକ । ଯାନବାହନ ଚାଳକମାନେ ହେଲମେଟ ଓ ସିଟ ବେଲ୍ଟ ବ୍ୟବହାର କରିବା ଉଚିତ । ମଦ୍ୟପାନ କରି ଗାଡ଼ି ଚଳାଇବା ଅପରାଧ । ଏଥିପାଇଁ ଲୋକଙ୍କ ମଧ୍ୟରେ ସଚେତନତା ସୃଷ୍ଟି କରିବା ଆବଶ୍ୟକ । ତେବେ ଯାଇ ସଡ଼କ ସୁରକ୍ଷା ସୁନିଶ୍ଚିତ ହୋଇପାରିବ । [4,276,314,539]
solution-cell: 8 [1371,2013,1391,2030]
diamond-bullet-icon: ◆ [1190,1601,1202,1613]
diamond-bullet-icon: ◆ [1190,1575,1202,1587]
sudoku-cell[interactable] [1358,1844,1387,1873]
sudoku-cell[interactable] [1387,1730,1416,1759]
solution-cell: 1 [1470,2115,1490,2132]
solution-cell: 5 [1312,2047,1332,2064]
solution-cell: 7 [1470,2064,1490,2081]
letter-body: ବର୍ତ୍ତମାନ ବର୍ଷା ଋତୁ ଆସିଛି ବୃକ୍ଷ ଲଗାଇବାର ଏହା ହେଉଛି ଉପଯୁକ୍ତ ସମୟ । ଆମ ଗ୍ରାମାଞ୍ଚଳରୁ ସହର ଯାଏ ବୃକ୍ଷ କାଟି ଚାଲିଛନ୍ତି । ଏହି ସମୟରେ ପରିବେଶକୁ ସୁରକ୍ଷା ଦେବାକୁ ଆମେ ସମସ୍ତେ ଗଛ ଲଗାଇବା ଆବଶ୍ୟକ । ପ୍ରତ୍ୟେକ ବ୍ୟକ୍ତି ଅନ୍ତତଃ ଗୋଟିଏ ଲେଖାଏଁ ଗଛ ଲଗାଇ ତାର ଯତ୍ନ ନେବା ଉଚିତ । ସରକାର ଏ ଦିଗରେ ସଚେତନତା ସୃଷ୍ଟି କରିବା ଉଚିତ । [1190,486,1496,578]
sudoku-cell[interactable]: 7 [1416,1701,1445,1730]
sudoku-cell[interactable] [1416,1730,1445,1759]
solution-cell: 4 [1312,2115,1332,2132]
silver-brand-bg [1190,1478,1260,1500]
editor-email-link[interactable]: E-mail:dharitripress@gmail.com [1225,1319,1461,1334]
sudoku-cell[interactable] [1358,1873,1387,1902]
sudoku-cell[interactable] [1272,1701,1301,1730]
ramjan-body: ଭିଷ୍ୟରେ ପ୍ରଭୁ କୁହନ୍ତି, ମୁଁ ରମଜାନ ମାସରେ ଆପଣ ଉଲ୍ଲାସ ଅଛି ନିବେଦନ କରୁଥିଲି । ଈଶ୍ୱର ଭୟ ରଖିଲେ ଗୋଟିଏ ମଣିଷ ସାମାଜିକ କାଳରେ ପ୍ରକୃତ ମଣିଷ ହୋଇପାରେ । ରମଜାନ ମାସ ଇସଲାମ ଧର୍ମରେ ସବୁଠାରୁ ପବିତ୍ର ମାସ ଭାବେ ବିବେଚିତ । ଏହି ମାସରେ ମୁସଲମାନ ଭାଇମାନେ ରୋଜା ରଖନ୍ତି । ସକାଳ ସୂର୍ଯ୍ୟୋଦୟ ପୂର୍ବରୁ ସନ୍ଧ୍ୟା ସୂର୍ଯ୍ୟାସ୍ତ ପର୍ଯ୍ୟନ୍ତ ଖାଦ୍ୟ ପାନୀୟ ଗ୍ରହଣ ନକରି ଉପବାସ ରହନ୍ତି । ରୋଜା କେବଳ ଉପବାସ ନୁହେଁ, ଏହା ଆତ୍ମସଂଯମର ଏକ ସାଧନା । ରୋଜା ରଖିଥିବା ବ୍ୟକ୍ତି ମିଥ୍ୟା କହିବା, ଗାଳି ଦେବା, ଅନ୍ୟକୁ କଷ୍ଟ ଦେବା ଆଦି କାର୍ଯ୍ୟରୁ ଦୂରେଇ ରହନ୍ତି । କୁରାନରେ କୁହାଯାଇଛି ଯେ ରୋଜା ତୁମ ପାଇଁ ବାଧ୍ୟତାମୂଳକ କରାଯାଇଛି ଯେପରି ତୁମ ପୂର୍ବବର୍ତ୍ତୀଙ୍କ ପାଇଁ ଥିଲା, ଯାହାଦ୍ୱାରା ତୁମେ ତାକ୍‌ୱା ବା ଈଶ୍ୱର ଭୟ ଅର୍ଜନ କରିପାରିବ । ଏହି ଈଶ୍ୱର ଭୟ ହିଁ ରମଜାନର ମୂଳ ଉଦ୍ଦେଶ୍ୟ । ଈଶ୍ୱର ଭୟ ଥିଲେ ମଣିଷ ପାପ କାର୍ଯ୍ୟରୁ ଦୂରେଇ ରହେ । ରମଜାନ ମାସରେ କୁରାନ ଅବତୀର୍ଣ୍ଣ ହୋଇଥିଲା । ଏହି ମାସରେ ଜକାତ ବା ଦାନ ଦେବାର ବିଧାନ ରହିଛି । ଧନୀ ବ୍ୟକ୍ତିମାନେ ନିଜ ସମ୍ପତ୍ତିର ଏକ ଅଂଶ ଗରିବଙ୍କୁ ଦାନ କରନ୍ତି । ଏହାଦ୍ୱାରା ସମାଜରେ ସମାନତା ଓ ଭାଇଚାରା ସୃଷ୍ଟି ହୁଏ । ଇଫତାର ସମୟରେ ସମସ୍ତେ ଏକାଠି ବସି ରୋଜା ଭାଙ୍ଗନ୍ତି । ଏହା ସାମାଜିକ ସୌହାର୍ଦ୍ୟର ଏକ ଉଦାହରଣ । ରମଜାନ ମାସର ଶେଷରେ ଇଦ୍‌-ଉଲ୍‌-ଫିତର ପର୍ବ ପାଳନ କରାଯାଏ । ଏହି ଦିନ ମୁସଲମାନମାନେ ନମାଜ ପଢ଼ି ପରସ୍ପରକୁ ଶୁଭେଚ୍ଛା ଜଣାନ୍ତି । ଈଶ୍ୱର ଭୟ ମଣିଷକୁ ସତ୍‌ପଥରେ ଚାଲିବାକୁ ପ୍ରେରଣା ଦିଏ । ଯେଉଁ ବ୍ୟକ୍ତିର ଈଶ୍ୱର ଭୟ ଅଛି ସେ କେବେ ଅନ୍ୟାୟ କରେ ନାହିଁ । ସେ ସବୁବେଳେ ସତ୍ୟ କହେ ଓ ଅନ୍ୟର ଉପକାର କରେ । ଆଜିର ସମାଜରେ ବଢ଼ୁଥିବା ହିଂସା, ଦୁର୍ନୀତି ଓ ଅନାଚାରର ମୂଳ କାରଣ ହେଉଛି ଈଶ୍ୱର ଭୟର ଅଭାବ । ରମଜାନର ଶିକ୍ଷା ଆମକୁ ଆତ୍ମ ଶୁଦ୍ଧି, ସଂଯମ ଓ ମାନବ ସେବାର ପାଠ ଦିଏ । ଏହି ଶିକ୍ଷା କେବଳ ମୁସଲମାନଙ୍କ ପାଇଁ ନୁହେଁ, ସମଗ୍ର ମାନବ ସମାଜ ପାଇଁ ପ୍ରାସଙ୍ଗିକ । ପ୍ରତ୍ୟେକ ଧର୍ମ ଆମକୁ ଈଶ୍ୱରଙ୍କ ପ୍ରତି ଶ୍ରଦ୍ଧା ଓ ଭୟ ରଖିବାକୁ ଶିକ୍ଷା ଦିଏ । ଏହି ଭୟ କୌଣସି ଆତଙ୍କ ନୁହେଁ, ବରଂ ଏକ ଦାୟିତ୍ୱବୋଧ । ଆସନ୍ତୁ ଆମେ ସମସ୍ତେ ରମଜାନର ଏହି ପବିତ୍ର ବାର୍ତ୍ତାକୁ ଆମ ଜୀବନରେ ଆଣିବା । ମୋ-୯୪୩୭୦୨୯୩୪୯ [4,1968,1170,2114]
sudoku-cell[interactable]: 1 [1444,1873,1473,1902]
column-rule [1180,4,1181,2324]
letter-sign: ମଞ୍ଜୁଳିରଙ୍ଗନ ନିଶଙ୍କ, ଦୁର୍ଗାପ୍ରସାଦ, ମାମଚଣ୍ଡୀ, ଖୋର୍ଦ୍ଧା [1239,998,1496,1011]
sudoku-cell[interactable] [1215,1902,1244,1931]
sudoku-cell[interactable]: 4 [1244,1816,1273,1845]
solution-cell: 6 [1312,2030,1332,2047]
